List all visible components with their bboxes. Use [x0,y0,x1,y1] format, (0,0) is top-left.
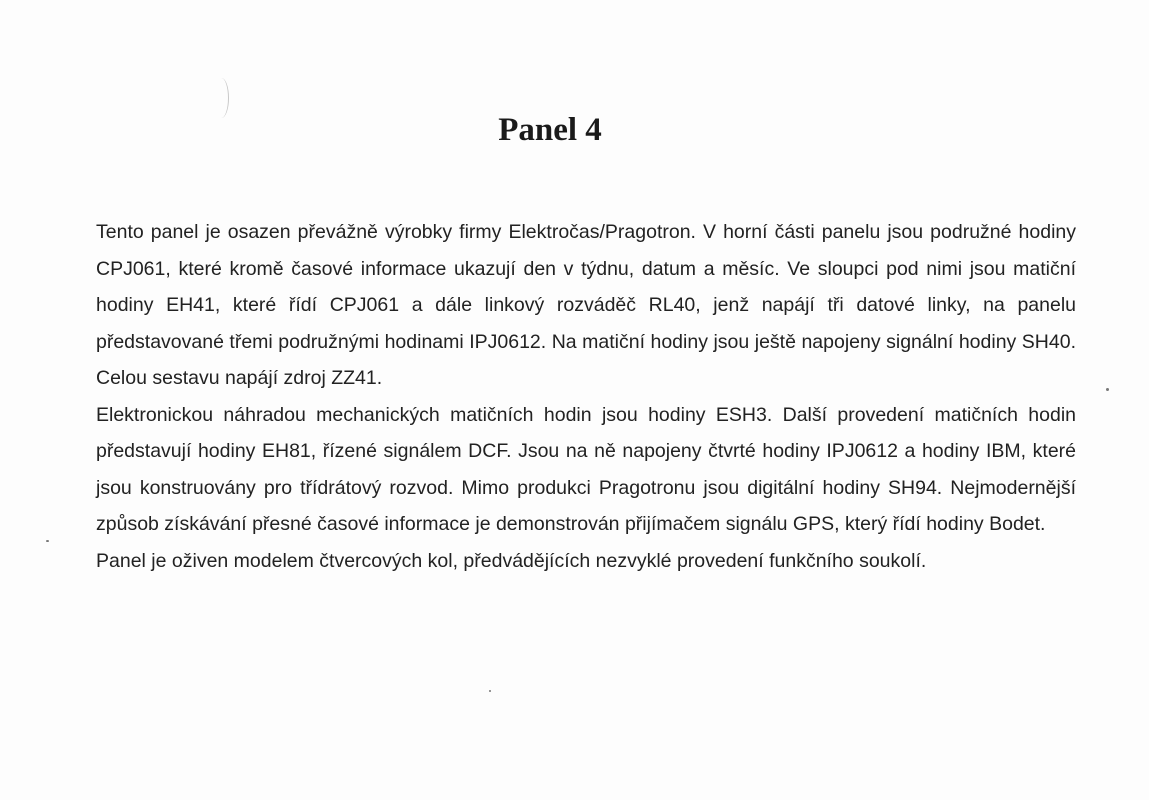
scan-speck [1106,388,1109,391]
paragraph-3: Panel je oživen modelem čtvercových kol, předvádějících nezvyklé provedení funkčního soukolí. [96,549,927,572]
page-title: Panel 4 [498,112,602,148]
paragraph-1: Tento panel je osazen převážně výrobky firmy Elektročas/Pragotron. V horní části panelu jsou podružné hodiny CPJ061, které kromě časové informace ukazují den v týdnu, datum a měsíc. Ve sloupci pod nimi jsou matiční hodiny EH41, které řídí CPJ061 a dále linkový rozváděč RL40, jenž napájí tři datové linky, na panelu představované třemi podružnými hodinami IPJ0612. Na matiční hodiny jsou ještě napojeny signální hodiny SH40. Celou sestavu napájí zdroj ZZ41. [96,221,1076,389]
scan-speck [489,690,491,692]
scan-speck [46,540,49,542]
body-text [96,214,1076,579]
paragraph-2: Elektronickou náhradou mechanických matičních hodin jsou hodiny ESH3. Další provedení matičních hodin představují hodiny EH81, řízené signálem DCF. Jsou na ně napojeny čtvrté hodiny IPJ0612 a hodiny IBM, které jsou konstruovány pro třídrátový rozvod. Mimo produkci Pragotronu jsou digitální hodiny SH94. Nejmodernější způsob získávání přesné časové informace je demonstrován přijímačem signálu GPS, který řídí hodiny Bodet. [96,403,1076,535]
